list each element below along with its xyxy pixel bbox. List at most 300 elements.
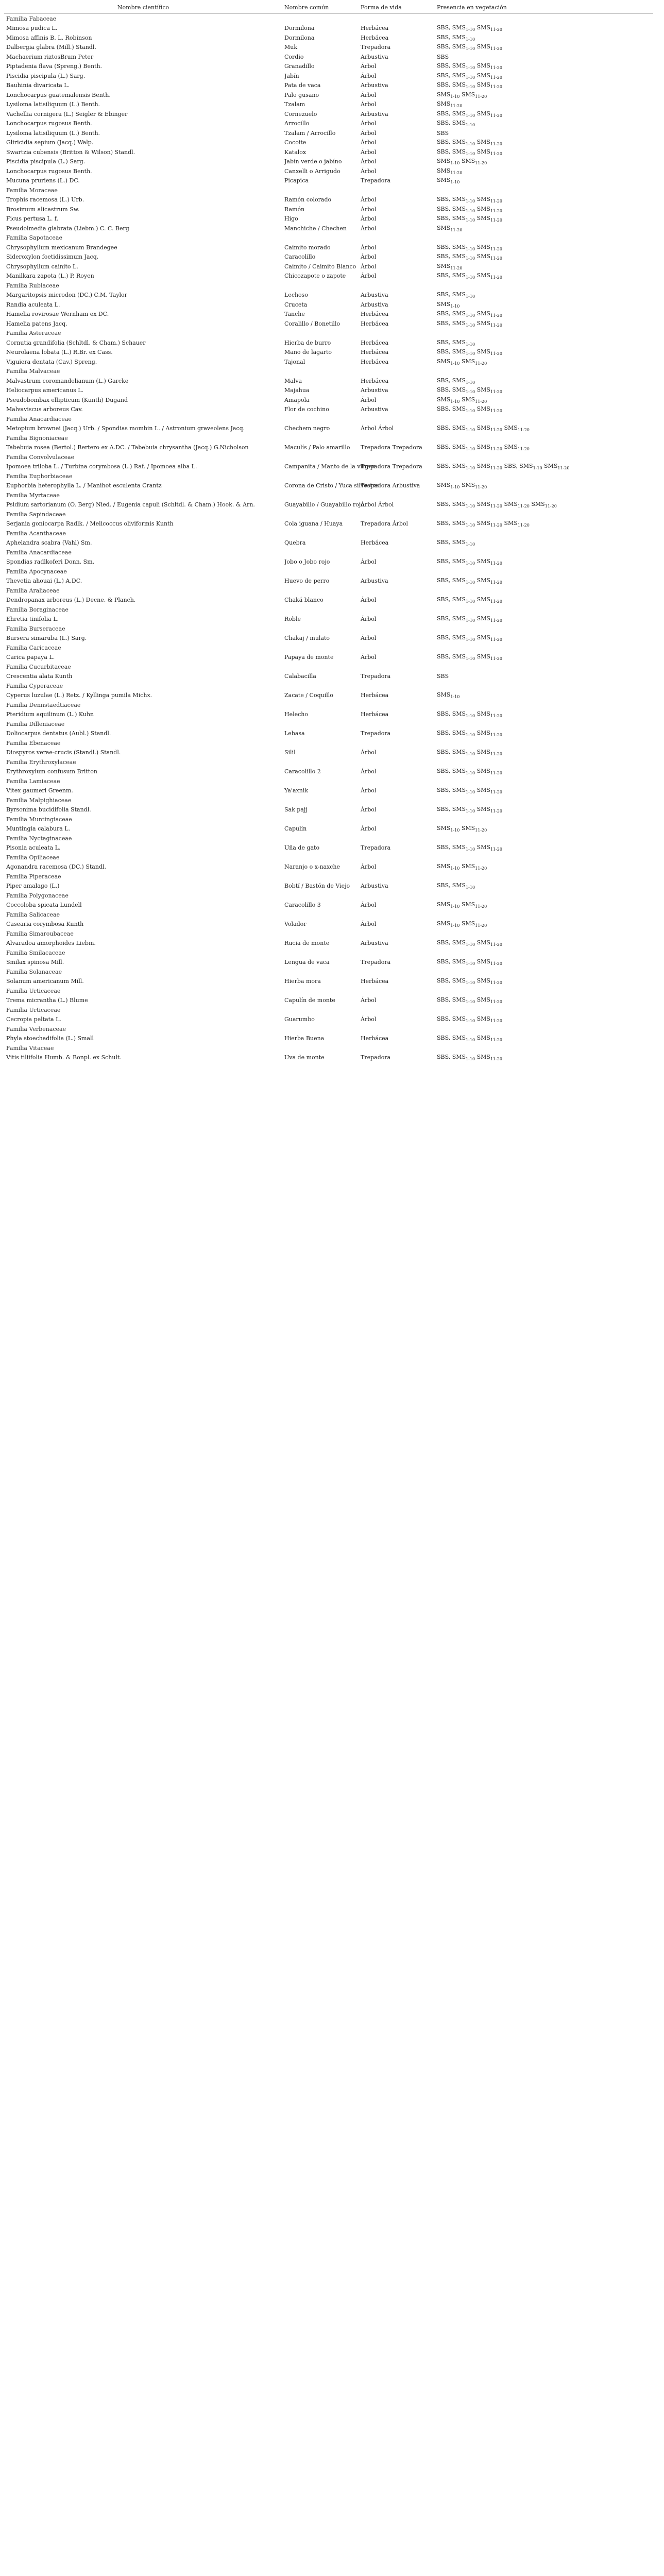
common-name-cell: Uña de gato [284, 844, 320, 852]
life-form-cell: Trepadora [361, 959, 391, 966]
presence-subscript: 1-10 [466, 218, 475, 223]
presence-cell: SBS, $SMS_{1-10}$ $SMS_{11-20}$ [437, 62, 502, 71]
scientific-name-cell: Casearia corymbosa Kunth [6, 921, 84, 928]
scientific-name-cell: Pseudobombax ellipticum (Kunth) Dugand [6, 396, 128, 403]
presence-cell: SBS, $SMS_{1-10}$ $SMS_{11-20}$ [437, 634, 502, 642]
life-form-cell: Arbustiva [361, 53, 388, 60]
table-row [4, 214, 653, 224]
life-form-cell: Árbol [361, 921, 377, 928]
scientific-name-cell: Mimosa affinis B. L. Robinson [6, 34, 92, 41]
family-row [4, 567, 653, 577]
family-row [4, 510, 653, 519]
presence-subscript: 1-10 [466, 542, 475, 547]
common-name-cell: Corona de Cristo / Yuca silvestre [284, 482, 379, 489]
presence-cell: SBS [437, 53, 449, 60]
table-row [4, 920, 653, 929]
family-row [4, 605, 653, 615]
presence-subscript: 1-10 [466, 380, 475, 385]
common-name-cell: Katalox [284, 148, 307, 156]
family-row [4, 872, 653, 882]
presence-subscript: 11-20 [475, 485, 487, 490]
table-row [4, 843, 653, 853]
presence-cell: SBS, $SMS_{1-10}$ $SMS_{11-20}$ [437, 1054, 502, 1062]
common-name-cell: Caracolillo [284, 253, 316, 261]
common-name-cell: Granadillo [284, 63, 315, 70]
table-row [4, 195, 653, 205]
scientific-name-cell: Euphorbia heterophylla L. / Manihot esculenta Crantz [6, 482, 162, 489]
presence-subscript: 1-10 [466, 466, 475, 471]
presence-subscript: 11-20 [490, 771, 502, 776]
table-row [4, 224, 653, 233]
scientific-name-cell: Trophis racemosa (L.) Urb. [6, 196, 84, 204]
scientific-name-cell: Vitis tiliifolia Humb. & Bonpl. ex Schult. [6, 1054, 122, 1061]
scientific-name-cell: Pisonia aculeata L. [6, 844, 61, 852]
family-name: Familia Verbenaceae [6, 1025, 66, 1032]
table-row [4, 24, 653, 33]
table-row [4, 596, 653, 605]
table-row [4, 243, 653, 252]
presence-subscript: 11-20 [490, 847, 502, 852]
family-name: Familia Dilleniaceae [6, 720, 65, 727]
life-form-cell: Arbustiva [361, 387, 388, 394]
family-name: Familia Simaroubaceae [6, 930, 74, 937]
common-name-cell: Helecho [284, 711, 308, 718]
presence-subscript: 11-20 [490, 275, 502, 280]
scientific-name-cell: Bauhinia divaricata L. [6, 82, 70, 89]
family-row [4, 233, 653, 243]
scientific-name-cell: Cornutia grandifolia (Schltdl. & Cham.) Schauer [6, 339, 146, 346]
presence-cell: $SMS_{1-10}$ $SMS_{11-20}$ [437, 158, 487, 166]
presence-subscript: 1-10 [466, 771, 475, 776]
common-name-cell: Ramón colorado [284, 196, 332, 204]
family-name: Familia Smilacaceae [6, 949, 65, 956]
life-form-cell: Árbol [361, 273, 377, 280]
presence-subscript: 11-20 [490, 208, 502, 213]
presence-subscript: 1-10 [466, 504, 475, 509]
common-name-cell: Dormilona [284, 34, 315, 41]
presence-subscript: 1-10 [466, 428, 475, 433]
table-row [4, 272, 653, 281]
scientific-name-cell: Serjania goniocarpa Radlk. / Melicoccus oliviformis Kunth [6, 520, 174, 528]
table-row [4, 71, 653, 81]
table-row [4, 424, 653, 434]
common-name-cell: Lebasa [284, 730, 305, 737]
life-form-cell: Herbácea [361, 1035, 389, 1042]
presence-subscript: 11-20 [490, 351, 502, 357]
life-form-cell: Árbol [361, 63, 377, 70]
presence-cell: SBS, $SMS_{1-10}$ $SMS_{11-20}$ [437, 577, 502, 585]
presence-subscript: 11-20 [490, 151, 502, 156]
life-form-cell: Árbol [361, 1016, 377, 1023]
family-name: Familia Convolvulaceae [6, 453, 75, 461]
presence-subscript: 11-20 [490, 428, 502, 433]
life-form-cell: Árbol [361, 215, 377, 223]
common-name-cell: Lengua de vaca [284, 959, 330, 966]
family-name: Familia Euphorbiaceae [6, 472, 73, 480]
presence-subscript: 1-10 [466, 1019, 475, 1024]
common-name-cell: Tanche [284, 311, 305, 318]
life-form-cell: Árbol [361, 768, 377, 775]
common-name-cell: Sak pajj [284, 806, 308, 814]
family-name: Familia Fabaceae [6, 15, 57, 22]
presence-cell: SBS, $SMS_{1-10}$ $SMS_{11-20}$ $SMS_{11-20}$ [437, 520, 530, 528]
family-name: Familia Erythroxylaceae [6, 758, 76, 766]
scientific-name-cell: Hamelia rovirosae Wernham ex DC. [6, 311, 109, 318]
life-form-cell: Trepadora [361, 177, 391, 184]
table-row [4, 500, 653, 510]
presence-cell: $SMS_{1-10}$ $SMS_{11-20}$ [437, 91, 487, 99]
family-row [4, 624, 653, 634]
family-name: Familia Moraceae [6, 187, 58, 194]
scientific-name-cell: Vachellia cornigera (L.) Seigler & Ebinger [6, 110, 128, 117]
presence-cell: SBS, $SMS_{1-10}$ $SMS_{11-20}$ [437, 148, 502, 156]
header-common-name: Nombre común [282, 1, 359, 14]
table-row [4, 939, 653, 948]
life-form-cell: Árbol [361, 825, 377, 833]
table-row [4, 996, 653, 1006]
table-row [4, 62, 653, 72]
presence-cell: SBS, $SMS_{1-10}$ $SMS_{11-20}$ [437, 310, 502, 318]
presence-subscript: 11-20 [490, 790, 502, 795]
life-form-cell: Herbácea [361, 339, 389, 346]
table-row [4, 176, 653, 186]
common-name-cell: Caracolillo 3 [284, 902, 321, 909]
family-row [4, 776, 653, 786]
presence-subscript: 11-20 [490, 580, 502, 585]
presence-subscript: 11-20 [517, 504, 530, 509]
scientific-name-cell: Malvastrum coromandelianum (L.) Garcke [6, 377, 129, 384]
table-row [4, 205, 653, 214]
table-row [4, 386, 653, 396]
presence-cell: SBS, $SMS_{1-10}$ $SMS_{11-20}$ [437, 405, 502, 414]
family-name: Familia Cucurbitaceae [6, 663, 71, 670]
presence-subscript: 1-10 [466, 447, 475, 452]
common-name-cell: Chicozapote o zapote [284, 273, 346, 280]
table-row [4, 1015, 653, 1025]
scientific-name-cell: Piscidia piscipula (L.) Sarg. [6, 72, 86, 79]
scientific-name-cell: Diospyros verae-crucis (Standl.) Standl. [6, 749, 121, 756]
scientific-name-cell: Swartzia cubensis (Britton & Wilson) Standl. [6, 148, 135, 156]
life-form-cell: Trepadora Trepadora [361, 463, 422, 470]
table-row [4, 691, 653, 701]
presence-subscript: 11-20 [490, 656, 502, 662]
presence-subscript: 1-10 [466, 84, 475, 90]
presence-subscript: 1-10 [466, 1038, 475, 1043]
presence-subscript: 11-20 [490, 199, 502, 204]
presence-subscript: 1-10 [466, 323, 475, 328]
life-form-cell: Trepadora [361, 730, 391, 737]
common-name-cell: Caimito morado [284, 244, 331, 251]
table-row [4, 157, 653, 167]
common-name-cell: Higo [284, 215, 298, 223]
common-name-cell: Hierba mora [284, 978, 321, 985]
presence-cell: SBS, $SMS_{1-10}$ $SMS_{11-20}$ [437, 615, 502, 623]
presence-subscript: 1-10 [466, 1057, 475, 1062]
scientific-name-cell: Spondias radlkoferi Donn. Sm. [6, 558, 95, 566]
table-header-row [4, 1, 653, 14]
common-name-cell: Cruceta [284, 301, 308, 308]
species-table [4, 1, 653, 1062]
scientific-name-cell: Lonchocarpus rugosus Benth. [6, 167, 92, 175]
presence-subscript: 11-20 [450, 265, 463, 270]
common-name-cell: Calabacilla [284, 673, 316, 680]
life-form-cell: Árbol [361, 91, 377, 98]
life-form-cell: Herbácea [361, 349, 389, 356]
family-row [4, 586, 653, 596]
family-name: Familia Opiliaceae [6, 854, 60, 861]
family-name: Familia Urticaceae [6, 987, 61, 994]
presence-subscript: 1-10 [466, 37, 475, 42]
scientific-name-cell: Piper amalago (L.) [6, 883, 60, 890]
presence-cell: SBS, $SMS_{1-10}$ $SMS_{11-20}$ [437, 749, 502, 757]
presence-subscript: 11-20 [450, 227, 463, 232]
scientific-name-cell: Gliricidia sepium (Jacq.) Walp. [6, 139, 94, 146]
life-form-cell: Arbustiva [361, 883, 388, 890]
common-name-cell: Manchiche / Chechen [284, 225, 347, 232]
presence-subscript: 1-10 [466, 123, 475, 128]
presence-subscript: 11-20 [490, 113, 502, 118]
presence-cell: $SMS_{1-10}$ $SMS_{11-20}$ [437, 396, 487, 404]
family-row [4, 986, 653, 996]
common-name-cell: Papaya de monte [284, 654, 334, 661]
scientific-name-cell: Byrsonima bucidifolia Standl. [6, 806, 91, 814]
presence-subscript: 11-20 [490, 1019, 502, 1024]
life-form-cell: Trepadora [361, 1054, 391, 1061]
presence-cell: SBS, $SMS_{1-10}$ $SMS_{11-20}$ [437, 958, 502, 967]
common-name-cell: Guayabillo / Guayabillo rojo [284, 501, 364, 509]
family-row [4, 757, 653, 767]
life-form-cell: Árbol [361, 787, 377, 794]
presence-cell: $SMS_{1-10}$ $SMS_{11-20}$ [437, 920, 487, 928]
scientific-name-cell: Doliocarpus dentatus (Aubl.) Standl. [6, 730, 111, 737]
life-form-cell: Árbol [361, 997, 377, 1004]
scientific-name-cell: Margaritopsis microdon (DC.) C.M. Taylor [6, 292, 127, 299]
life-form-cell: Árbol [361, 616, 377, 623]
presence-cell: SBS, $SMS_{1-10}$ $SMS_{11-20}$ [437, 996, 502, 1005]
table-row [4, 443, 653, 453]
life-form-cell: Herbácea [361, 377, 389, 384]
table-row [4, 138, 653, 148]
scientific-name-cell: Ehretia tinifolia L. [6, 616, 59, 623]
presence-cell: SBS, $SMS_{1-10}$ $SMS_{11-20}$ [437, 596, 502, 604]
presence-subscript: 1-10 [466, 809, 475, 814]
scientific-name-cell: Ipomoea triloba L. / Turbina corymbosa (L.) Raf. / Ipomoea alba L. [6, 463, 197, 470]
scientific-name-cell: Lonchocarpus rugosus Benth. [6, 120, 92, 127]
family-row [4, 14, 653, 24]
family-name: Familia Vitaceae [6, 1044, 54, 1052]
life-form-cell: Árbol [361, 902, 377, 909]
table-row [4, 109, 653, 119]
life-form-cell: Árbol Árbol [361, 425, 394, 432]
presence-subscript: 11-20 [490, 313, 502, 318]
common-name-cell: Pata de vaca [284, 82, 321, 89]
life-form-cell: Árbol Árbol [361, 501, 394, 509]
table-row [4, 395, 653, 405]
common-name-cell: Tzalam / Arrocillo [284, 129, 336, 137]
presence-subscript: 11-20 [450, 104, 463, 109]
presence-subscript: 1-10 [466, 208, 475, 213]
table-row [4, 300, 653, 310]
table-row [4, 767, 653, 777]
presence-cell: $SMS_{1-10}$ [437, 177, 460, 185]
common-name-cell: Majahua [284, 387, 310, 394]
scientific-name-cell: Ficus pertusa L. f. [6, 215, 59, 223]
presence-cell: SBS, $SMS_{1-10}$ $SMS_{11-20}$ [437, 243, 502, 251]
family-row [4, 452, 653, 462]
common-name-cell: Ramón [284, 206, 305, 213]
presence-subscript: 11-20 [490, 752, 502, 757]
family-row [4, 329, 653, 338]
common-name-cell: Amapola [284, 396, 310, 403]
family-name: Familia Dennstaedtiaceae [6, 701, 81, 708]
presence-subscript: 11-20 [490, 618, 502, 623]
family-row [4, 700, 653, 710]
scientific-name-cell: Tabebuia rosea (Bertol.) Bertero ex A.DC. / Tabebuia chrysantha (Jacq.) G.Nicholson [6, 444, 249, 451]
life-form-cell: Árbol [361, 253, 377, 261]
presence-cell: SBS, $SMS_{1-10}$ $SMS_{11-20}$ [437, 768, 502, 776]
table-row [4, 748, 653, 758]
scientific-name-cell: Chrysophyllum cainito L. [6, 263, 78, 270]
scientific-name-cell: Psidium sartorianum (O. Berg) Nied. / Eugenia capuli (Schltdl. & Cham.) Hook. & Arn. [6, 501, 255, 509]
presence-subscript: 11-20 [490, 389, 502, 395]
life-form-cell: Arbustiva [361, 301, 388, 308]
presence-cell: $SMS_{1-10}$ $SMS_{11-20}$ [437, 825, 487, 833]
family-name: Familia Myrtaceae [6, 492, 60, 499]
table-row [4, 310, 653, 319]
life-form-cell: Herbácea [361, 311, 389, 318]
family-row [4, 929, 653, 939]
presence-subscript: 11-20 [450, 170, 463, 175]
common-name-cell: Hierba de burro [284, 339, 331, 346]
scientific-name-cell: Thevetia ahouai (L.) A.DC. [6, 578, 82, 585]
table-row [4, 376, 653, 386]
family-row [4, 471, 653, 481]
presence-subscript: 11-20 [557, 466, 570, 471]
scientific-name-cell: Lysiloma latisiliquum (L.) Benth. [6, 101, 100, 108]
family-name: Familia Anacardiaceae [6, 549, 72, 556]
presence-cell: SBS, $SMS_{1-10}$ [437, 338, 475, 347]
scientific-name-cell: Dalbergia glabra (Mill.) Standl. [6, 44, 96, 51]
life-form-cell: Árbol [361, 863, 377, 871]
life-form-cell: Trepadora Árbol [361, 520, 408, 528]
table-row [4, 319, 653, 329]
presence-subscript: 1-10 [466, 246, 475, 251]
scientific-name-cell: Metopium brownei (Jacq.) Urb. / Spondias mombin L. / Astronium graveolens Jacq. [6, 425, 245, 432]
presence-cell: SBS, $SMS_{1-10}$ $SMS_{11-20}$ [437, 205, 502, 213]
scientific-name-cell: Solanum americanum Mill. [6, 978, 84, 985]
presence-cell: SBS, $SMS_{1-10}$ $SMS_{11-20}$ [437, 844, 502, 852]
presence-subscript: 1-10 [450, 923, 460, 928]
life-form-cell: Árbol [361, 101, 377, 108]
life-form-cell: Arbustiva [361, 578, 388, 585]
document-page [0, 1, 664, 2576]
common-name-cell: Muk [284, 44, 298, 51]
presence-cell: $SMS_{11-20}$ [437, 100, 463, 109]
presence-subscript: 11-20 [490, 942, 502, 947]
presence-subscript: 1-10 [466, 151, 475, 156]
presence-subscript: 1-10 [450, 828, 460, 833]
common-name-cell: Ya'axnik [284, 787, 309, 794]
life-form-cell: Árbol [361, 129, 377, 137]
family-name: Familia Sapotaceae [6, 234, 62, 242]
common-name-cell: Cordio [284, 53, 304, 60]
life-form-cell: Árbol [361, 196, 377, 204]
presence-subscript: 1-10 [450, 866, 460, 871]
presence-cell: SBS, $SMS_{1-10}$ $SMS_{11-20}$ [437, 81, 502, 90]
scientific-name-cell: Bursera simaruba (L.) Sarg. [6, 635, 87, 642]
table-row [4, 462, 653, 472]
scientific-name-cell: Piscidia piscipula (L.) Sarg. [6, 158, 86, 165]
table-row [4, 481, 653, 491]
life-form-cell: Árbol [361, 396, 377, 403]
presence-subscript: 1-10 [466, 599, 475, 604]
presence-cell: SBS, $SMS_{1-10}$ $SMS_{11-20}$ [437, 253, 502, 261]
life-form-cell: Arbustiva [361, 82, 388, 89]
presence-subscript: 11-20 [490, 504, 502, 509]
presence-cell: SBS, $SMS_{1-10}$ [437, 120, 475, 128]
presence-cell: SBS, $SMS_{1-10}$ $SMS_{11-20}$ [437, 196, 502, 204]
table-row [4, 43, 653, 53]
life-form-cell: Árbol [361, 635, 377, 642]
family-row [4, 548, 653, 557]
presence-subscript: 11-20 [475, 161, 487, 166]
table-row [4, 557, 653, 567]
presence-subscript: 1-10 [466, 580, 475, 585]
common-name-cell: Huevo de perro [284, 578, 330, 585]
presence-subscript: 1-10 [450, 694, 460, 700]
presence-subscript: 11-20 [490, 1038, 502, 1043]
presence-cell: SBS, $SMS_{1-10}$ $SMS_{11-20}$ [437, 730, 502, 738]
table-row [4, 100, 653, 110]
presence-subscript: 1-10 [466, 294, 475, 299]
table-row [4, 405, 653, 415]
family-name: Familia Anacardiaceae [6, 415, 72, 422]
common-name-cell: Hierba Buena [284, 1035, 325, 1042]
presence-subscript: 1-10 [466, 752, 475, 757]
table-row [4, 81, 653, 91]
scientific-name-cell: Pteridium aquilinum (L.) Kuhn [6, 711, 94, 718]
presence-subscript: 1-10 [466, 885, 475, 890]
presence-cell: SBS, $SMS_{1-10}$ [437, 539, 475, 547]
presence-subscript: 1-10 [466, 980, 475, 986]
common-name-cell: Coralillo / Bonetillo [284, 320, 340, 327]
presence-subscript: 1-10 [466, 256, 475, 261]
presence-subscript: 1-10 [466, 847, 475, 852]
presence-subscript: 1-10 [450, 94, 460, 99]
presence-subscript: 1-10 [466, 351, 475, 357]
scientific-name-cell: Machaerium riztosBrum Peter [6, 53, 94, 60]
presence-cell: SBS, $SMS_{1-10}$ $SMS_{11-20}$ [437, 787, 502, 795]
table-row [4, 147, 653, 157]
presence-cell: SBS, $SMS_{1-10}$ [437, 377, 475, 385]
common-name-cell: Capulín [284, 825, 307, 833]
table-row [4, 672, 653, 682]
family-name: Familia Muntingiaceae [6, 816, 72, 823]
common-name-cell: Volador [284, 921, 307, 928]
scientific-name-cell: Neurolaena lobata (L.) R.Br. ex Cass. [6, 349, 113, 356]
table-row [4, 52, 653, 62]
family-row [4, 681, 653, 691]
presence-subscript: 1-10 [466, 113, 475, 118]
scientific-name-cell: Phyla stoechadifolia (L.) Small [6, 1035, 94, 1042]
presence-cell: SBS, $SMS_{1-10}$ $SMS_{11-20}$ [437, 386, 502, 395]
presence-subscript: 11-20 [490, 961, 502, 967]
common-name-cell: Malva [284, 377, 302, 384]
presence-subscript: 1-10 [450, 180, 460, 185]
presence-cell: $SMS_{1-10}$ $SMS_{11-20}$ [437, 482, 487, 490]
presence-subscript: 1-10 [466, 65, 475, 71]
family-row [4, 948, 653, 958]
